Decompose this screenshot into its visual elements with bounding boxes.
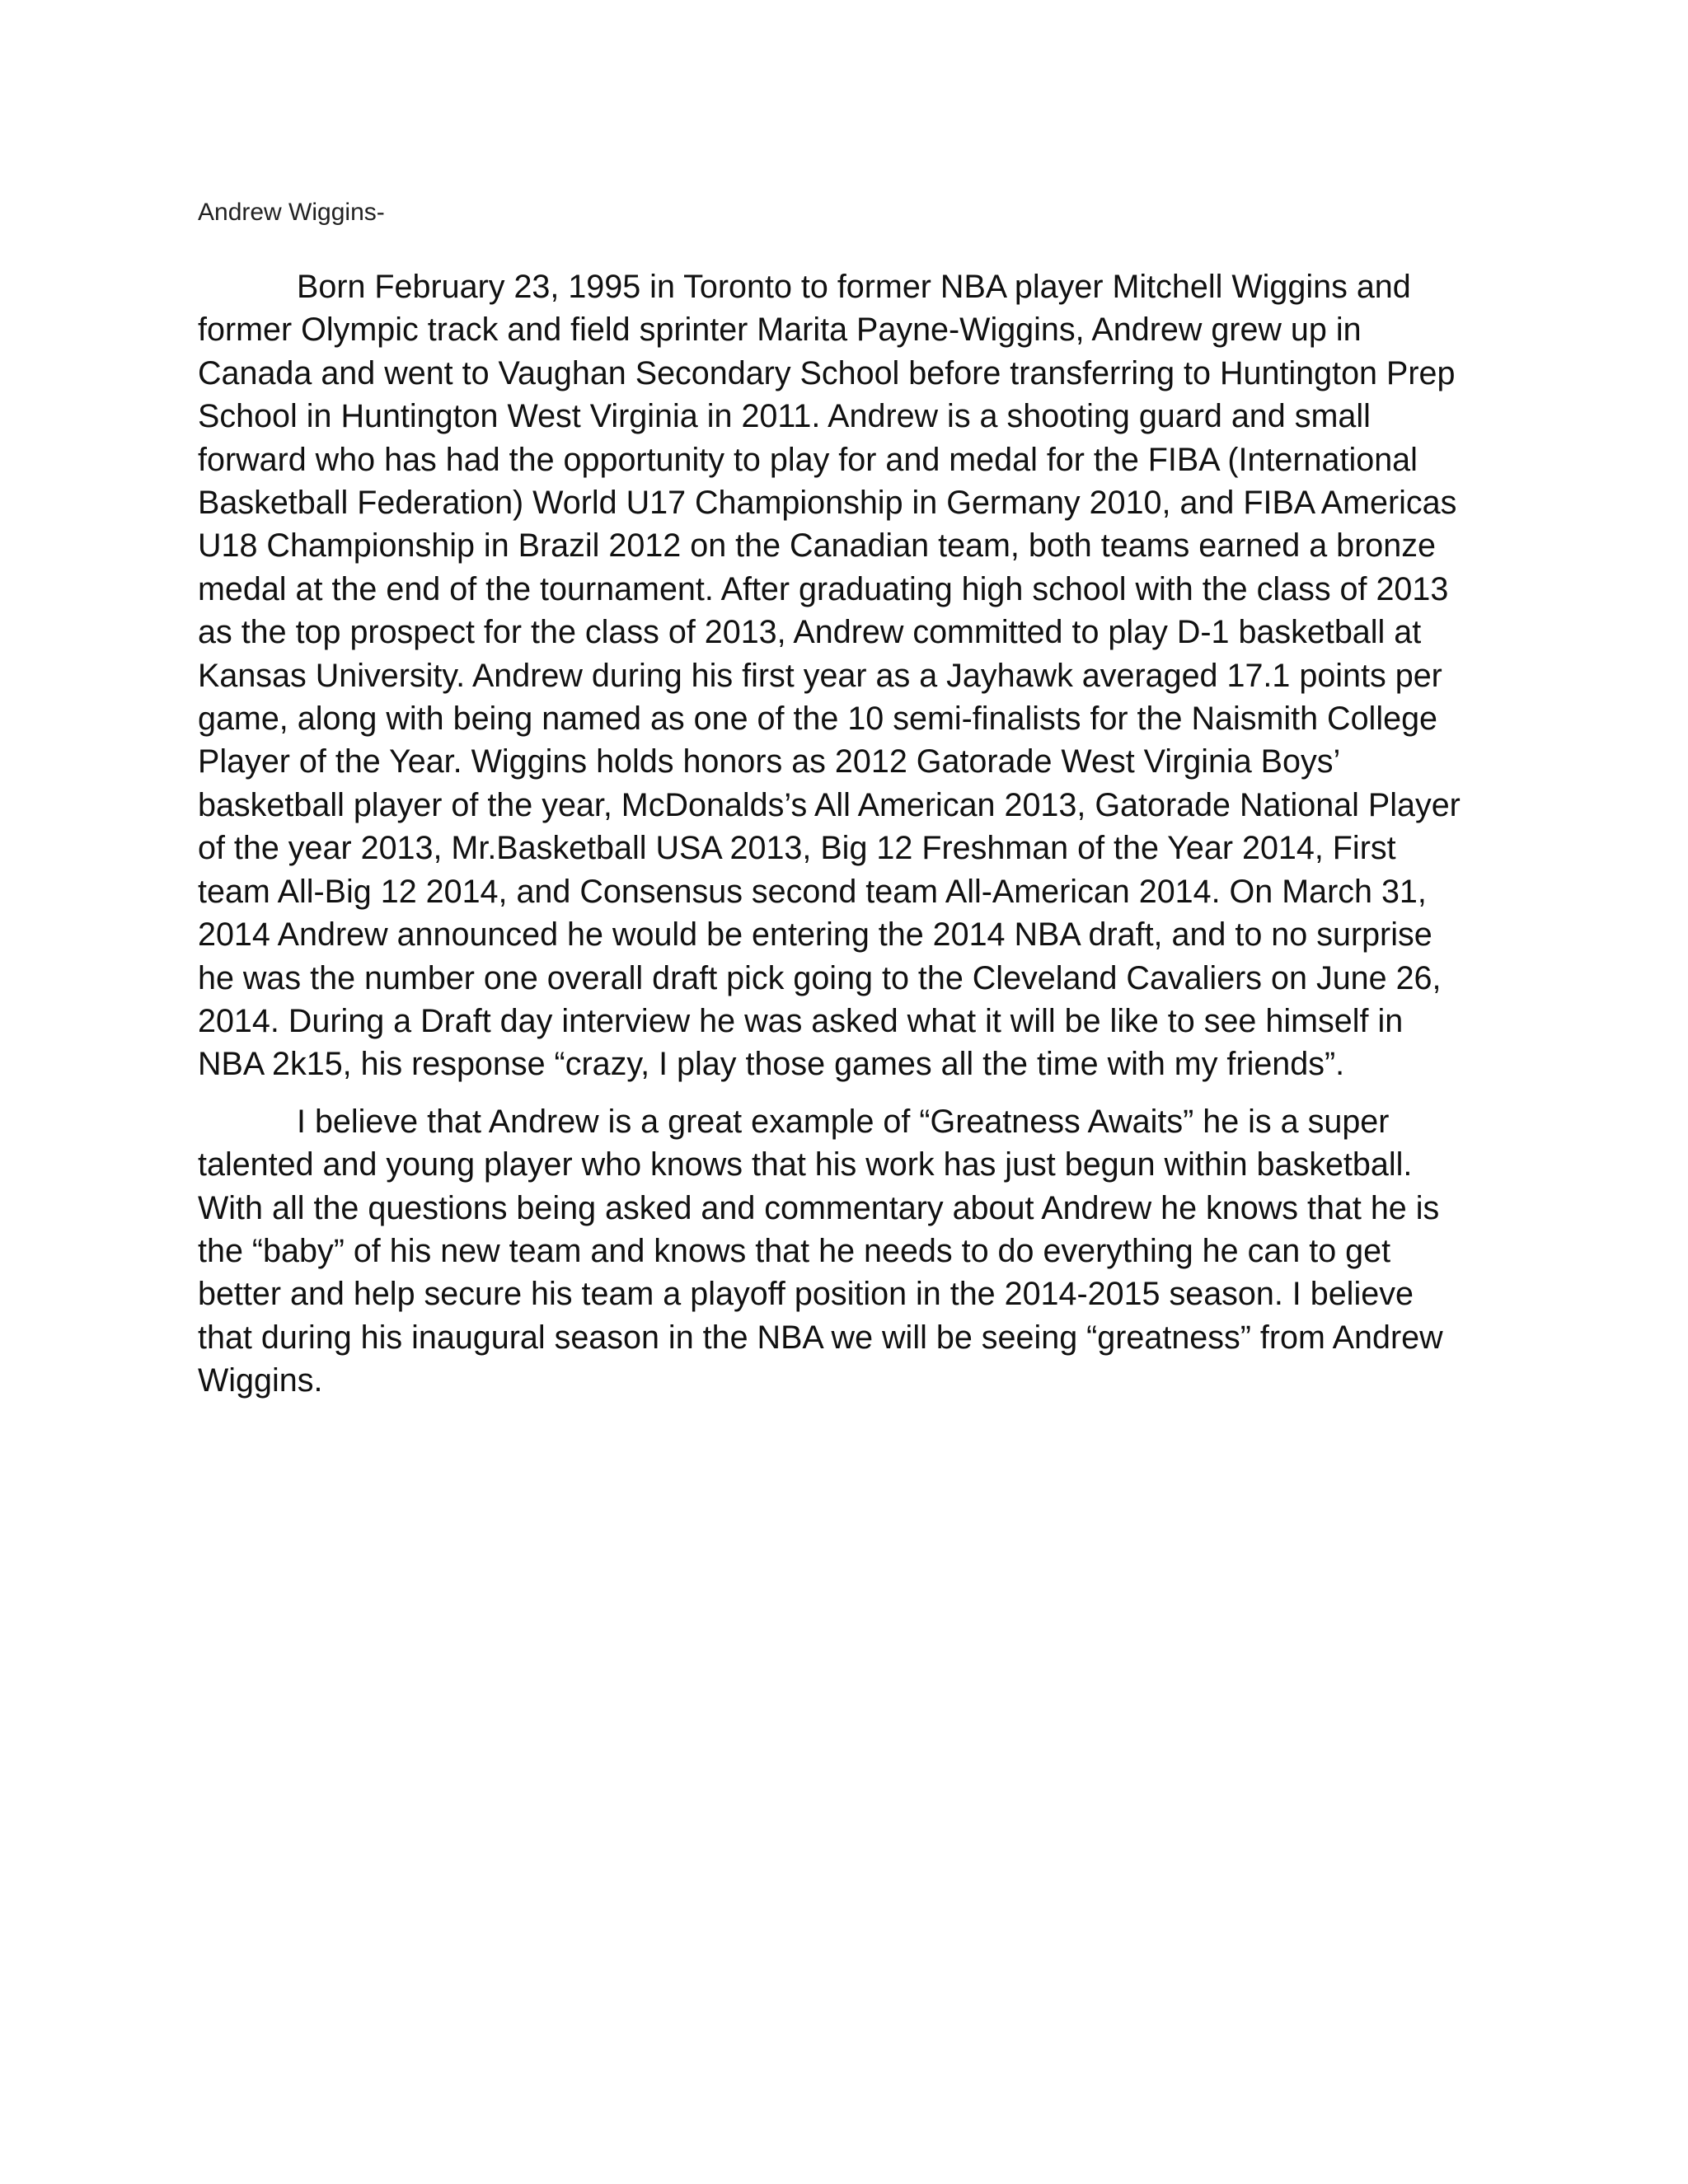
document-body [198,265,1484,1403]
text-line: that during his inaugural season in the NBA we will be seeing “greatness” from Andrew [198,1319,1443,1356]
paragraph-biography [198,265,1484,1086]
text-line: of the year 2013, Mr.Basketball USA 2013, Big 12 Freshman of the Year 2014, First [198,830,1396,867]
text-line: better and help secure his team a playoff position in the 2014-2015 season. I believe [198,1276,1414,1313]
text-line: the “baby” of his new team and knows that he needs to do everything he can to get [198,1232,1391,1269]
text-line: talented and young player who knows that his work has just begun within basketball. [198,1146,1413,1183]
text-line: NBA 2k15, his response “crazy, I play those games all the time with my friends”. [198,1046,1345,1083]
text-line: as the top prospect for the class of 2013, Andrew committed to play D-1 basketball at [198,614,1422,651]
text-line: U18 Championship in Brazil 2012 on the Canadian team, both teams earned a bronze [198,527,1436,565]
text-line: basketball player of the year, McDonalds’s All American 2013, Gatorade National Player [198,786,1461,823]
text-line: 2014. During a Draft day interview he was asked what it will be like to see himself in [198,1002,1404,1039]
text-line: Canada and went to Vaughan Secondary School before transferring to Huntington Prep [198,354,1456,391]
text-line: School in Huntington West Virginia in 2011. Andrew is a shooting guard and small [198,398,1371,435]
text-line: Player of the Year. Wiggins holds honors as 2012 Gatorade West Virginia Boys’ [198,743,1341,780]
text-line: With all the questions being asked and commentary about Andrew he knows that he is [198,1189,1440,1226]
text-line: forward who has had the opportunity to play for and medal for the FIBA (International [198,441,1418,478]
text-line: he was the number one overall draft pick going to the Cleveland Cavaliers on June 26, [198,959,1442,996]
text-line: medal at the end of the tournament. After graduating high school with the class of 2013 [198,570,1449,607]
text-line: 2014 Andrew announced he would be entering the 2014 NBA draft, and to no surprise [198,916,1432,954]
text-line: Kansas University. Andrew during his first year as a Jayhawk averaged 17.1 points per [198,657,1442,694]
text-line: team All-Big 12 2014, and Consensus second team All-American 2014. On March 31, [198,873,1427,910]
text-line: I believe that Andrew is a great example of “Greatness Awaits” he is a super [297,1103,1390,1140]
text-line: former Olympic track and field sprinter Marita Payne-Wiggins, Andrew grew up in [198,312,1362,349]
text-line: Born February 23, 1995 in Toronto to former NBA player Mitchell Wiggins and [297,269,1411,305]
paragraph-opinion [198,1100,1484,1403]
text-line: Basketball Federation) World U17 Championship in Germany 2010, and FIBA Americas [198,485,1457,522]
document-heading: Andrew Wiggins- [198,199,385,226]
text-line: game, along with being named as one of the 10 semi-finalists for the Naismith College [198,701,1438,738]
text-line: Wiggins. [198,1362,323,1399]
